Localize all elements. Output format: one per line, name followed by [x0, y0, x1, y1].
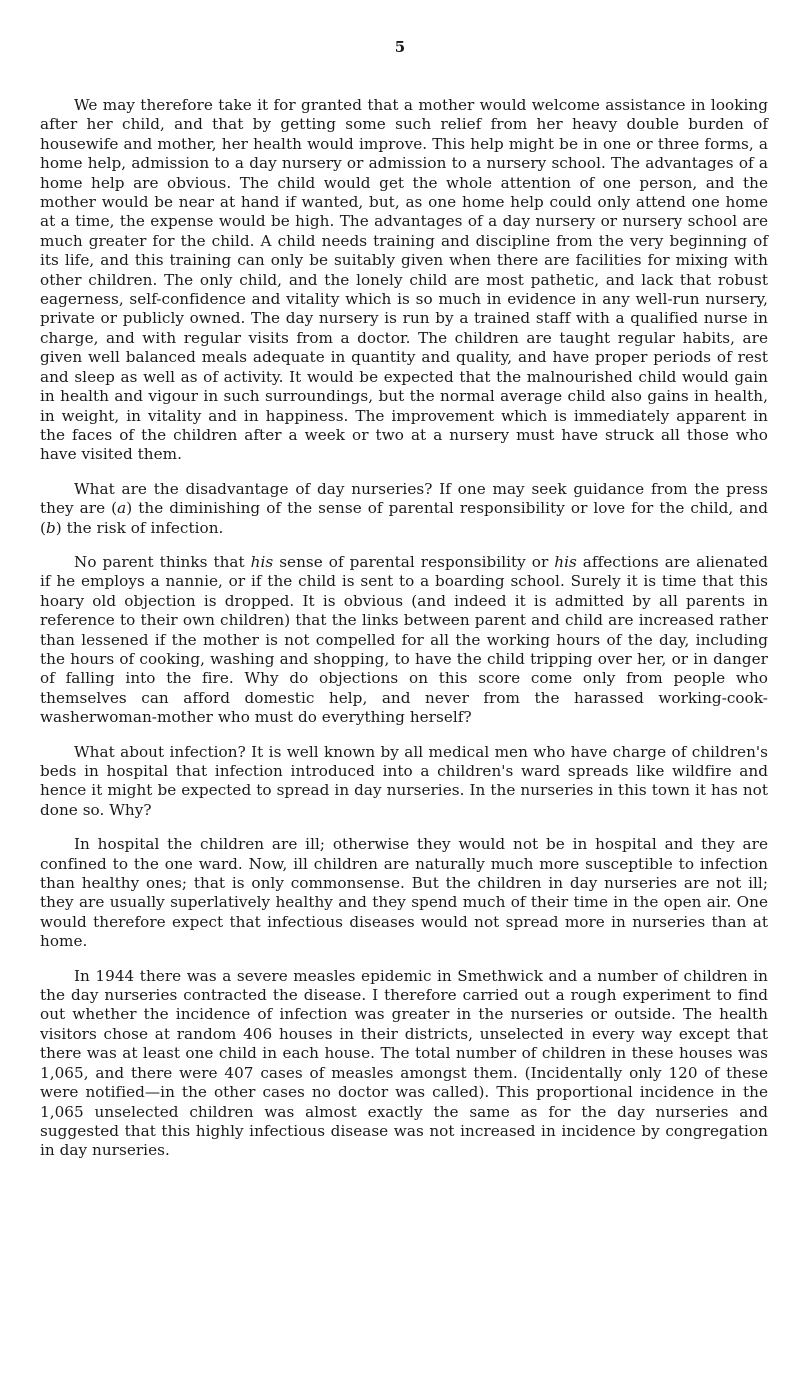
body-text — [40, 96, 768, 1176]
page-number: 5 — [394, 38, 406, 56]
paragraph-hospital-comparison: In hospital the children are ill; otherwise they would not be in hospital and they are confined to the one ward. Now, ill children are naturally much more susceptible to infection than healthy ones; that is only commonsense. But the children in day nurseries are not ill; they are usually superlatively healthy and they spend much of their time in the open air. One would therefore expect that infectious diseases would not spread more in nurseries than at home. — [40, 835, 768, 951]
paragraph-infection-question: What about infection? It is well known by all medical men who have charge of children's beds in hospital that infection introduced into a children's ward spreads like wildfire and hence it might be expected to spread in day nurseries. In the nurseries in this town it has not done so. Why? — [40, 742, 768, 819]
paragraph-home-help-nurseries: We may therefore take it for granted that a mother would welcome assistance in looking after her child, and that by getting some such relief from her heavy double burden of housewife and mother, her health would improve. This help might be in one or three forms, a home help, admission to a day nursery or admission to a nursery school. The advantages of a home help are obvious. The child would get the whole attention of one person, and the mother would be near at hand if wanted, but, as one home help could only attend one home at a time, the expense would be high. The advantages of a day nursery or nursery school are much greater for the child. A child needs training and discipline from the very beginning of its life, and this training can only be suitably given when there are facilities for mixing with other children. The only child, and the lonely child are most pathetic, and lack that robust eagerness, self-confidence and vitality which is so much in evidence in any well-run nursery, private or publicly owned. The day nursery is run by a trained staff with a qualified nurse in charge, and with regular visits from a doctor. The children are taught regular habits, are given well balanced meals adequate in quantity and quality, and have proper periods of rest and sleep as well as of activity. It would be expected that the malnourished child would gain in health and vigour in such surroundings, but the normal average child also gains in health, in weight, in vitality and in happiness. The improvement which is immediately apparent in the faces of the children after a week or two at a nursery must have struck all those who have visited them. — [40, 96, 768, 464]
paragraph-disadvantages: What are the disadvantage of day nurseries? If one may seek guidance from the press they are (a) the diminishing of the sense of parental responsibility or love for the child, and (b) the risk of infection. — [40, 479, 768, 537]
paragraph-measles-experiment: In 1944 there was a severe measles epidemic in Smethwick and a number of children in the day nurseries contracted the disease. I therefore carried out a rough experiment to find out whether the incidence of infection was greater in the nurseries or outside. The health visitors chose at random 406 houses in their districts, unselected in every way except that there was at least one child in each house. The total number of children in these houses was 1,065, and there were 407 cases of measles amongst them. (Incidentally only 120 of these were notified—in the other cases no doctor was called). This proportional incidence in the 1,065 unselected children was almost exactly the same as for the day nurseries and suggested that this highly infectious disease was not increased in incidence by congregation in day nurseries. — [40, 966, 768, 1160]
paragraph-parental-responsibility: No parent thinks that his sense of parental responsibility or his affections are alienated if he employs a nannie, or if the child is sent to a boarding school. Surely it is time that this hoary old objection is dropped. It is obvious (and indeed it is admitted by all parents in reference to their own children) that the links between parent and child are increased rather than lessened if the mother is not compelled for all the working hours of the day, including the hours of cooking, washing and shopping, to have the child tripping over her, or in danger of falling into the fire. Why do objections on this score come only from people who themselves can afford domestic help, and never from the harassed working-cook-washerwoman-mother who must do everything herself? — [40, 552, 768, 727]
